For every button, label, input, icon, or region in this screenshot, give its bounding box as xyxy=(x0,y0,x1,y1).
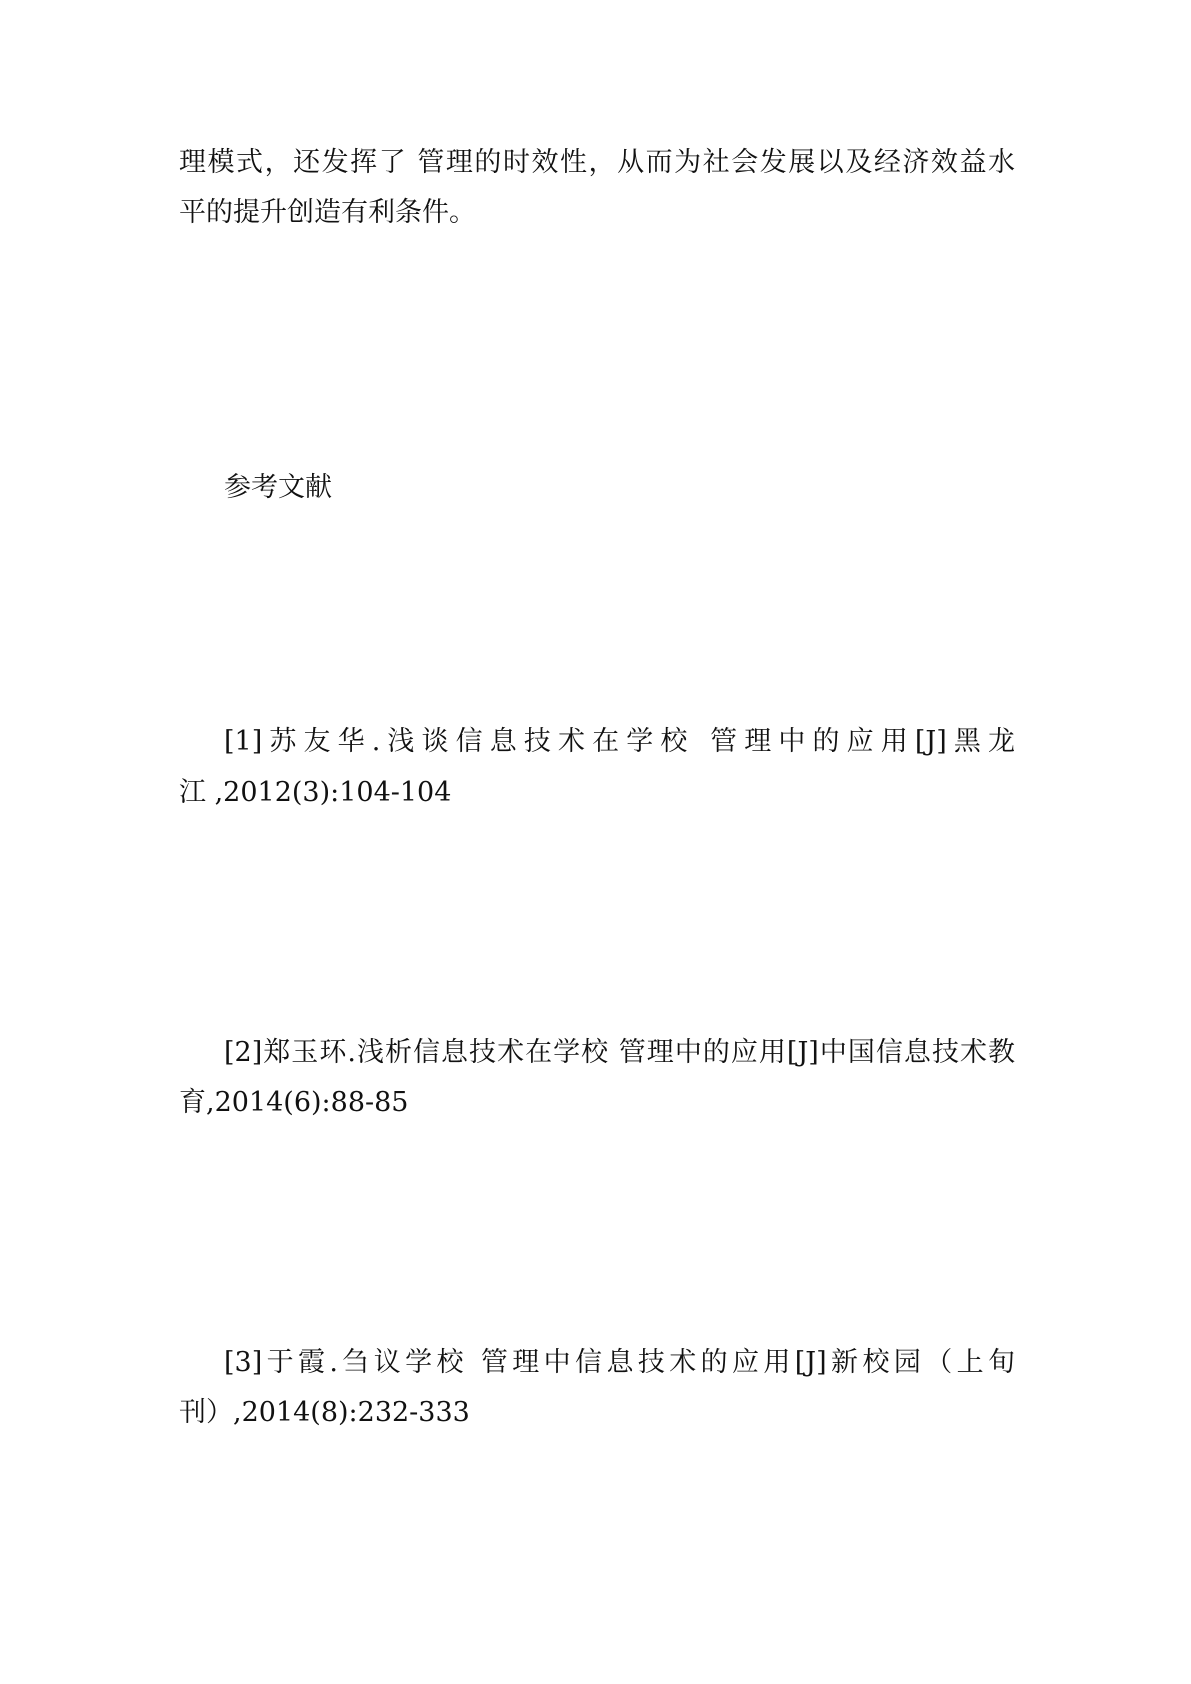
paragraph-line-1: 理模式，还发挥了 管理的时效性，从而为社会发展以及经济效益水 xyxy=(179,147,1015,178)
reference-1-line-1: [1]苏友华.浅谈信息技术在学校 管理中的应用[J]黑龙 xyxy=(224,726,1015,757)
reference-2-line-1: [2]郑玉环.浅析信息技术在学校 管理中的应用[J]中国信息技术教 xyxy=(224,1037,1015,1068)
reference-3-line-2: 刊）,2014(8):232-333 xyxy=(179,1397,470,1428)
paragraph-line-2: 平的提升创造有利条件。 xyxy=(179,197,476,228)
reference-3-line-1: [3]于霞.刍议学校 管理中信息技术的应用[J]新校园（上旬 xyxy=(224,1347,1015,1378)
reference-1-line-2: 江 ,2012(3):104-104 xyxy=(179,777,452,808)
reference-2-line-2: 育,2014(6):88-85 xyxy=(179,1087,409,1118)
references-heading: 参考文献 xyxy=(224,472,332,503)
